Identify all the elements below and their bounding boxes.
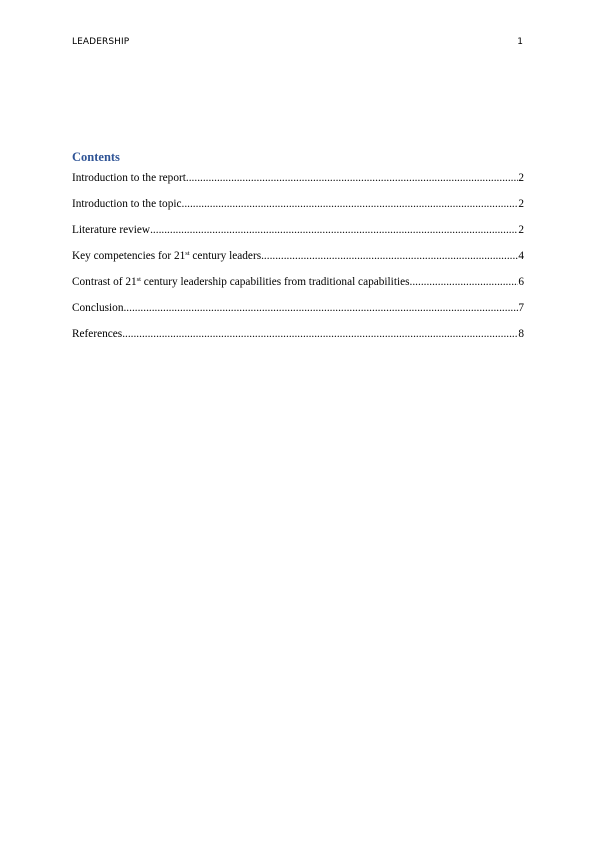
toc-entry-introduction-report[interactable] — [72, 172, 524, 198]
toc-entry-label: Conclusion — [72, 302, 124, 314]
toc-entry-label: Literature review — [72, 224, 151, 236]
toc-dot-leader — [261, 250, 518, 262]
toc-entry-label — [72, 250, 261, 262]
toc-entry-contrast-capabilities[interactable] — [72, 276, 524, 302]
toc-entry-literature-review[interactable] — [72, 224, 524, 250]
toc-entry-label-pre: Key competencies for 21 — [72, 250, 186, 262]
toc-entry-conclusion[interactable] — [72, 302, 524, 328]
toc-dot-leader — [182, 198, 519, 210]
toc-entry-references[interactable] — [72, 328, 524, 354]
toc-entry-page: 2 — [518, 198, 524, 210]
toc-entry-label-pre: Contrast of 21 — [72, 276, 137, 288]
toc-dot-leader — [122, 328, 518, 340]
toc-entry-page: 6 — [518, 276, 524, 288]
toc-entry-page: 2 — [518, 172, 524, 184]
toc-dot-leader — [410, 276, 519, 288]
toc-entry-page: 8 — [518, 328, 524, 340]
toc-entry-page: 4 — [518, 250, 524, 262]
toc-heading: Contents — [72, 150, 120, 164]
toc-entry-superscript: st — [185, 250, 190, 257]
toc-dot-leader — [123, 302, 518, 314]
toc-entry-superscript: st — [136, 276, 141, 283]
running-header-title: LEADERSHIP — [72, 37, 130, 47]
toc-entry-page: 2 — [518, 224, 524, 236]
toc-entry-key-competencies[interactable] — [72, 250, 524, 276]
page-number: 1 — [517, 37, 523, 47]
table-of-contents — [72, 172, 524, 354]
toc-entry-label: Introduction to the report — [72, 172, 186, 184]
toc-entry-label: References — [72, 328, 123, 340]
toc-entry-page: 7 — [518, 302, 524, 314]
toc-entry-label-post: century leaders — [189, 250, 262, 262]
toc-entry-label-post: century leadership capabilities from traditional capabilities — [140, 276, 410, 288]
toc-dot-leader — [186, 172, 518, 184]
toc-entry-label — [72, 276, 410, 288]
toc-entry-label: Introduction to the topic — [72, 198, 182, 210]
toc-entry-introduction-topic[interactable] — [72, 198, 524, 224]
toc-dot-leader — [150, 224, 518, 236]
